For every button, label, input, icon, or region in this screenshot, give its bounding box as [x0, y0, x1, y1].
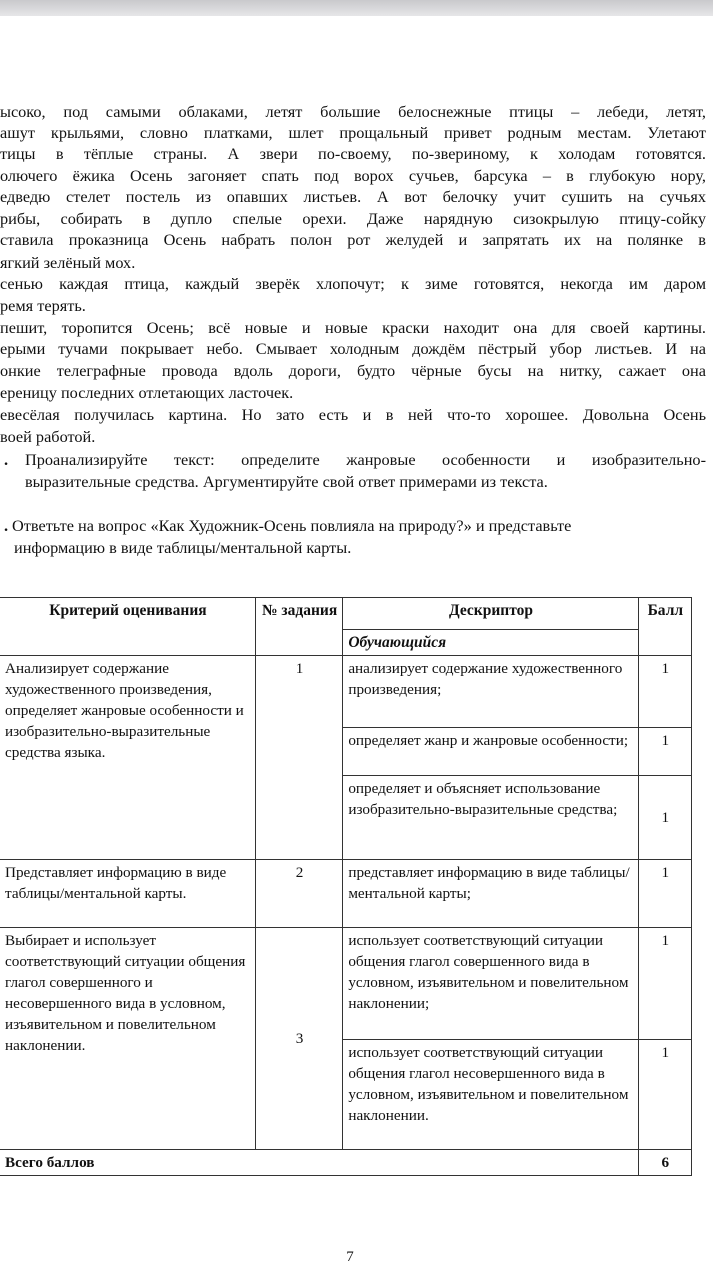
total-score: 6 [638, 1150, 691, 1176]
total-label: Всего баллов [0, 1150, 638, 1176]
descriptor-cell: использует соответствующий ситуации общения глагол совершенного вида в условном, изъявительном и повелительном наклонении; [343, 928, 638, 1040]
text-line: воей работой. [0, 427, 96, 446]
table-row [0, 860, 692, 928]
text-line: сенью каждая птица, каждый зверёк хлопочут; к зиме готовятся, некогда им даром [0, 274, 706, 293]
assessment-table [0, 597, 692, 1176]
task-no-cell: 2 [255, 860, 342, 928]
text-line: евесёлая получилась картина. Но зато есть и в ней что-то хорошее. Довольна Осень [0, 405, 706, 424]
text-line: ерыми тучами покрывает небо. Смывает холодным дождём пёстрый убор листьев. И на [0, 339, 706, 358]
score-cell: 1 [638, 860, 691, 928]
descriptor-cell: использует соответствующий ситуации общения глагол несовершенного вида в условном, изъявительном и повелительном наклонении. [343, 1040, 638, 1150]
header-descriptor-sub: Обучающийся [343, 630, 638, 656]
task-no-cell: 3 [255, 928, 342, 1150]
descriptor-cell: определяет жанр и жанровые особенности; [343, 728, 638, 776]
text-line: тицы в тёплые страны. А звери по-своему, по-звериному, к холодам готовятся. [0, 144, 706, 163]
score-cell: 1 [638, 728, 691, 776]
task-text-line: Проанализируйте текст: определите жанровые особенности и изобразительно- [25, 450, 706, 469]
criterion-cell: Выбирает и использует соответствующий ситуации общения глагол совершенного и несовершенного вида в условном, изъявительном и повелительном наклонении. [0, 928, 255, 1150]
task-number: . [4, 516, 9, 535]
page-number: 7 [346, 1249, 354, 1265]
task-no-cell: 1 [255, 656, 342, 860]
table-total-row [0, 1150, 692, 1176]
text-line: ереницу последних отлетающих ласточек. [0, 383, 294, 402]
descriptor-cell: определяет и объясняет использование изобразительно-выразительные средства; [343, 776, 638, 860]
criterion-cell: Представляет информацию в виде таблицы/ментальной карты. [0, 860, 255, 928]
header-descriptor: Дескриптор [343, 598, 638, 630]
task-number: . [4, 450, 9, 469]
table-row [0, 928, 692, 1040]
descriptor-cell: представляет информацию в виде таблицы/ментальной карты; [343, 860, 638, 928]
score-cell: 1 [638, 928, 691, 1040]
text-line: онкие телеграфные провода вдоль дороги, будто чёрные бусы на нитку, сажает она [0, 361, 706, 380]
task-text-line: Ответьте на вопрос «Как Художник-Осень повлияла на природу?» и представьте [12, 516, 572, 535]
task-text-line: информацию в виде таблицы/ментальной карты. [14, 538, 352, 557]
task-text-line: выразительные средства. Аргументируйте свой ответ примерами из текста. [25, 472, 548, 491]
header-task-no: № задания [255, 598, 342, 656]
descriptor-cell: анализирует содержание художественного произведения; [343, 656, 638, 728]
table-header-row [0, 598, 692, 630]
score-cell: 1 [638, 776, 691, 860]
text-line: рибы, собирать в дупло спелые орехи. Даже нарядную сизокрылую птицу-сойку [0, 209, 706, 228]
text-line: ставила проказница Осень набрать полон рот желудей и запрятать их на полянке в [0, 230, 706, 249]
text-line: едведю стелет постель из опавших листьев. А вот белочку учит сушить на сучьях [0, 187, 706, 206]
text-line: ысоко, под самыми облаками, летят большие белоснежные птицы – лебеди, летят, [0, 102, 706, 121]
header-score: Балл [638, 598, 691, 656]
table-row [0, 656, 692, 728]
text-line: ягкий зелёный мох. [0, 253, 136, 272]
score-cell: 1 [638, 1040, 691, 1150]
text-line: олючего ёжика Осень загоняет спать под ворох сучьев, барсука – в глубокую нору, [0, 166, 706, 185]
score-cell: 1 [638, 656, 691, 728]
criterion-cell: Анализирует содержание художественного произведения, определяет жанровые особенности и изобразительно-выразительные средства языка. [0, 656, 255, 860]
header-criterion: Критерий оценивания [0, 598, 255, 656]
text-line: ремя терять. [0, 296, 86, 315]
text-line: пешит, торопится Осень; всё новые и новые краски находит она для своей картины. [0, 318, 706, 337]
text-line: ашут крыльями, словно платками, шлет прощальный привет родным местам. Улетают [0, 123, 706, 142]
